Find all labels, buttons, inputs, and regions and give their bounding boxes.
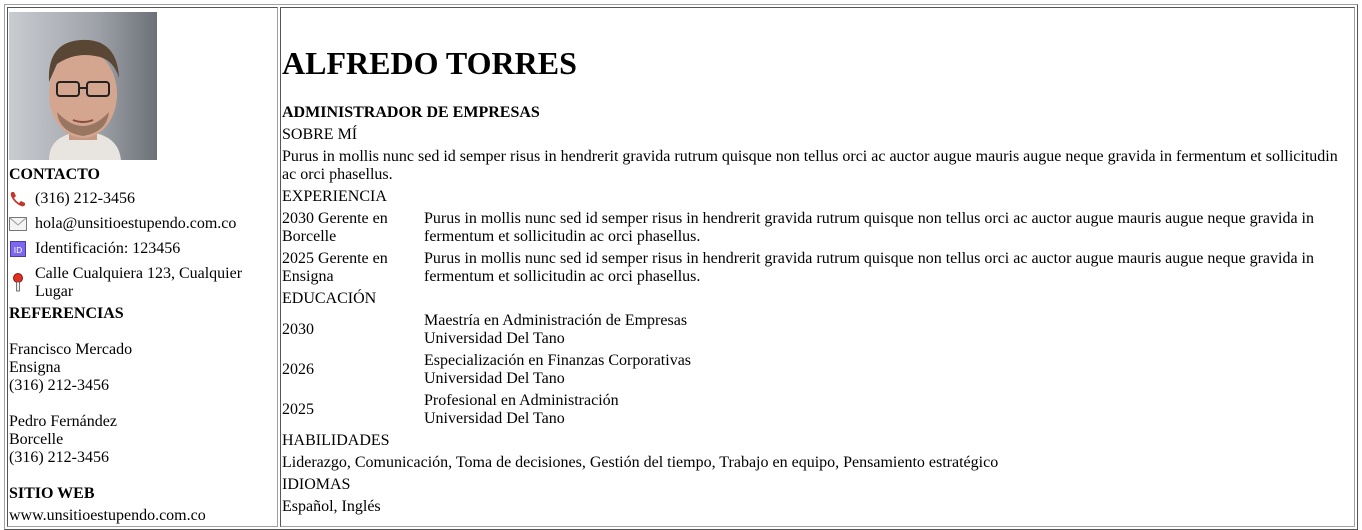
map-pin-icon: [9, 265, 27, 301]
reference-item: [9, 413, 276, 467]
education-school: Universidad Del Tano: [424, 330, 565, 347]
reference-name: Francisco Mercado: [9, 341, 133, 358]
about-heading: SOBRE MÍ: [282, 126, 358, 143]
svg-text:ID: ID: [13, 246, 23, 255]
education-year: 2026: [282, 361, 314, 378]
main-content: [280, 7, 1355, 527]
education-year: 2030: [282, 321, 314, 338]
languages-heading: IDIOMAS: [282, 476, 351, 493]
sidebar: [7, 7, 278, 527]
experience-heading: EXPERIENCIA: [282, 188, 387, 205]
education-school: Universidad Del Tano: [424, 370, 565, 387]
education-degree: Maestría en Administración de Empresas: [424, 312, 688, 329]
education-year: 2025: [282, 401, 314, 418]
education-item: [282, 392, 1353, 428]
reference-phone: (316) 212-3456: [9, 377, 109, 394]
person-name: ALFREDO TORRES: [282, 45, 577, 81]
education-degree: Especialización en Finanzas Corporativas: [424, 352, 692, 369]
reference-company: Ensigna: [9, 359, 61, 376]
contact-phone: (316) 212-3456: [9, 190, 276, 208]
experience-description: Purus in mollis nunc sed id semper risus in hendrerit gravida rutrum quisque non tellus orci ac auctor augue mauris augue neque gravida in fermentum et sollicitudin ac orci phasellus.: [424, 250, 1314, 285]
experience-item: [282, 210, 1353, 246]
reference-phone: (316) 212-3456: [9, 449, 109, 466]
education-school: Universidad Del Tano: [424, 410, 565, 427]
resume-layout-table: [4, 4, 1358, 530]
phone-icon: [9, 190, 27, 208]
reference-name: Pedro Fernández: [9, 413, 117, 430]
contact-address: Calle Cualquiera 123, Cualquier Lugar: [9, 265, 276, 301]
contact-heading: CONTACTO: [9, 166, 100, 183]
experience-title: 2025 Gerente en Ensigna: [282, 250, 388, 285]
contact-email: hola@unsitioestupendo.com.co: [9, 215, 276, 233]
experience-description: Purus in mollis nunc sed id semper risus in hendrerit gravida rutrum quisque non tellus orci ac auctor augue mauris augue neque gravida in fermentum et sollicitudin ac orci phasellus.: [424, 210, 1314, 245]
education-degree: Profesional en Administración: [424, 392, 619, 409]
languages-text: Español, Inglés: [282, 498, 381, 515]
skills-heading: HABILIDADES: [282, 432, 390, 449]
reference-item: [9, 341, 276, 395]
profile-photo: [9, 12, 157, 160]
references-heading: REFERENCIAS: [9, 305, 124, 322]
contact-id: ID Identificación: 123456: [9, 240, 276, 258]
experience-item: [282, 250, 1353, 286]
reference-company: Borcelle: [9, 431, 64, 448]
envelope-icon: [9, 215, 27, 233]
skills-text: Liderazgo, Comunicación, Toma de decisiones, Gestión del tiempo, Trabajo en equipo, Pensamiento estratégico: [282, 454, 999, 471]
id-card-icon: [9, 240, 27, 258]
website-url: www.unsitioestupendo.com.co: [9, 507, 206, 524]
education-item: [282, 312, 1353, 348]
experience-title: 2030 Gerente en Borcelle: [282, 210, 388, 245]
job-title: ADMINISTRADOR DE EMPRESAS: [282, 104, 540, 121]
about-text: Purus in mollis nunc sed id semper risus in hendrerit gravida rutrum quisque non tellus orci ac auctor augue mauris augue neque gravida in fermentum et sollicitudin ac orci phasellus.: [282, 148, 1338, 183]
education-item: [282, 352, 1353, 388]
website-heading: SITIO WEB: [9, 485, 95, 502]
education-heading: EDUCACIÓN: [282, 290, 377, 307]
